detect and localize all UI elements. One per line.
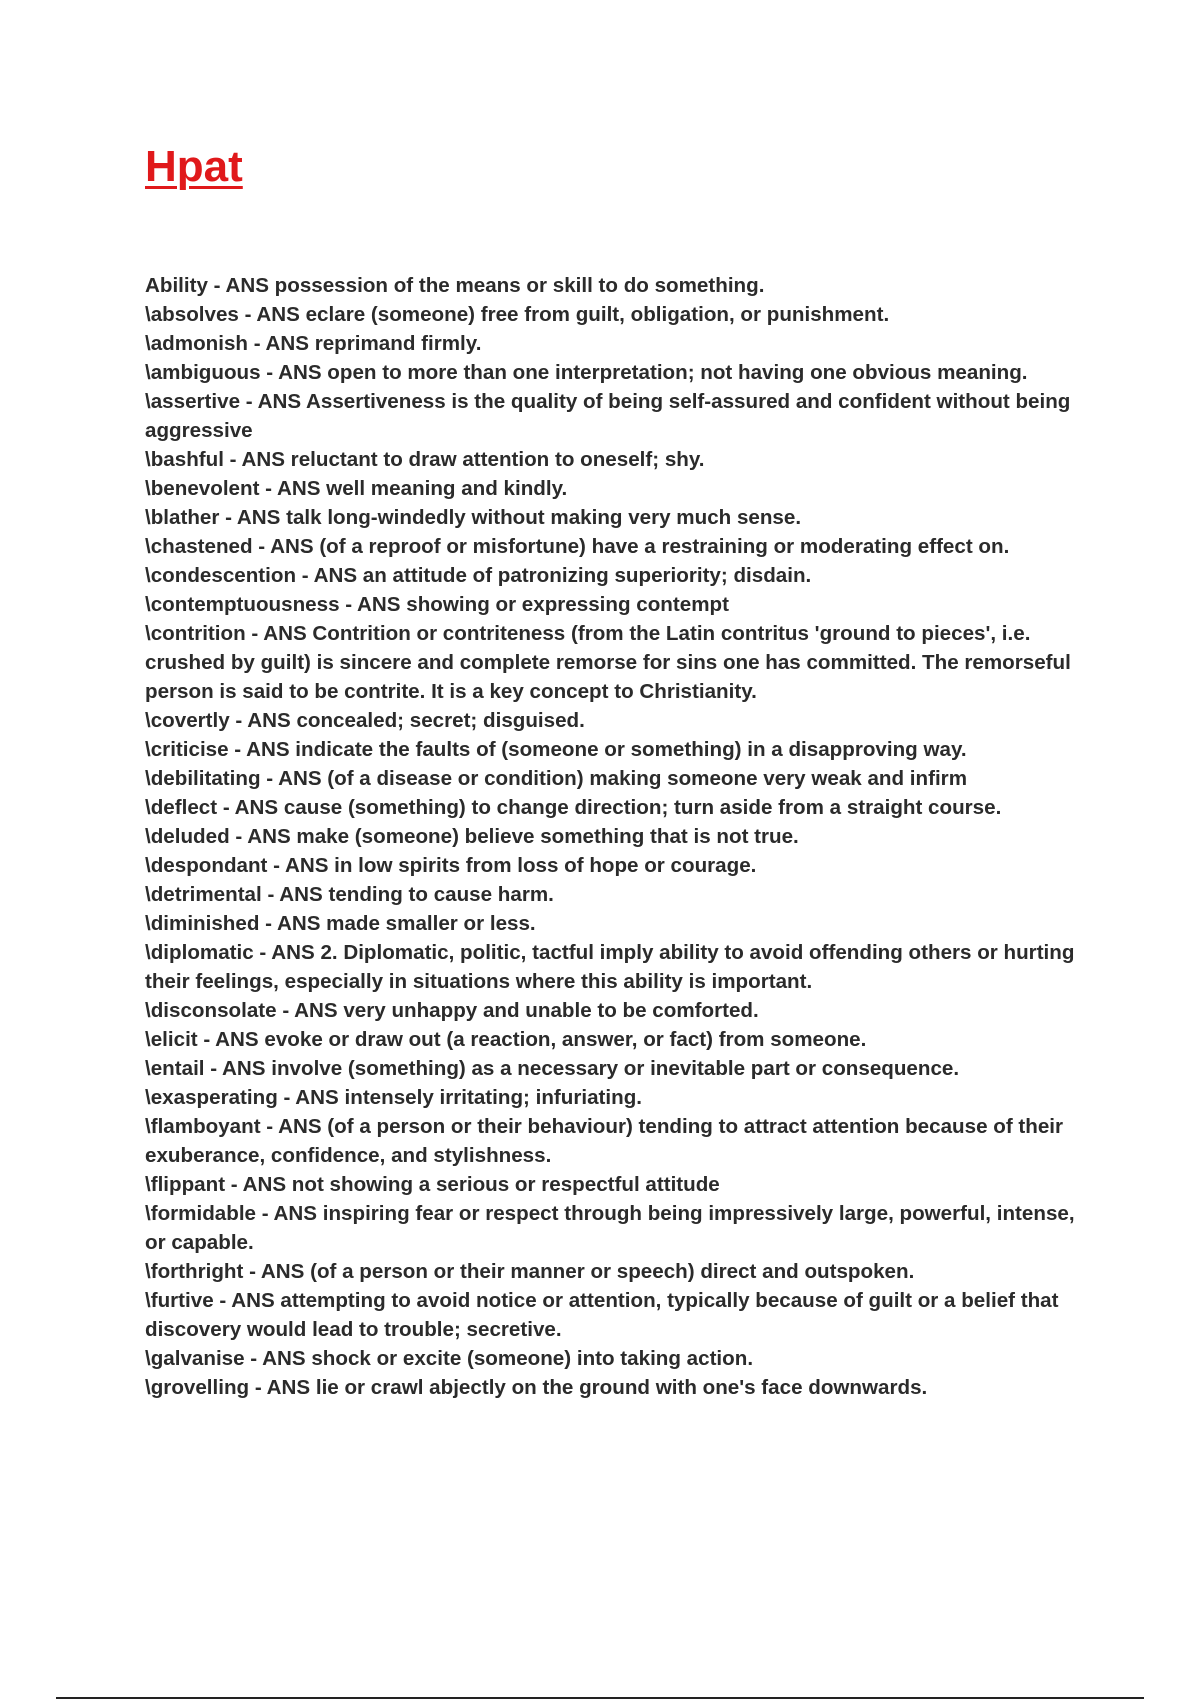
definition-entry: \grovelling - ANS lie or crawl abjectly on the ground with one's face downwards. — [145, 1376, 928, 1399]
definition-entry: \despondant - ANS in low spirits from loss of hope or courage. — [145, 854, 757, 877]
definition-entry: \forthright - ANS (of a person or their manner or speech) direct and outspoken. — [145, 1260, 915, 1283]
definition-entry: \furtive - ANS attempting to avoid notice or attention, typically because of guilt or a belief that discovery would lead to trouble; secretive. — [145, 1289, 1059, 1341]
definition-entry: \assertive - ANS Assertiveness is the quality of being self-assured and confident without being aggressive — [145, 390, 1071, 442]
definition-entry: \disconsolate - ANS very unhappy and unable to be comforted. — [145, 999, 759, 1022]
definition-entry: \exasperating - ANS intensely irritating; infuriating. — [145, 1086, 642, 1109]
definition-entry: \detrimental - ANS tending to cause harm. — [145, 883, 554, 906]
definition-list — [145, 271, 1090, 1402]
definition-entry: \entail - ANS involve (something) as a necessary or inevitable part or consequence. — [145, 1057, 960, 1080]
page-title: Hpat — [145, 142, 243, 191]
definition-entry: \benevolent - ANS well meaning and kindly. — [145, 477, 568, 500]
definition-entry: \criticise - ANS indicate the faults of (someone or something) in a disapproving way. — [145, 738, 967, 761]
page-bottom-divider — [56, 1697, 1144, 1699]
definition-entry: \covertly - ANS concealed; secret; disguised. — [145, 709, 585, 732]
definition-entry: \deflect - ANS cause (something) to change direction; turn aside from a straight course. — [145, 796, 1002, 819]
definition-entry: \condescention - ANS an attitude of patronizing superiority; disdain. — [145, 564, 812, 587]
definition-entry: \flamboyant - ANS (of a person or their behaviour) tending to attract attention because of their exuberance, confidence, and stylishness. — [145, 1115, 1064, 1167]
definition-entry: \absolves - ANS eclare (someone) free from guilt, obligation, or punishment. — [145, 303, 890, 326]
definition-entry: \contrition - ANS Contrition or contriteness (from the Latin contritus 'ground to pieces', i.e. crushed by guilt) is sincere and complete remorse for sins one has committed. The remorseful person is said to be contrite. It is a key concept to Christianity. — [145, 622, 1071, 703]
definition-entry: \formidable - ANS inspiring fear or respect through being impressively large, powerful, intense, or capable. — [145, 1202, 1075, 1254]
definition-entry: \ambiguous - ANS open to more than one interpretation; not having one obvious meaning. — [145, 361, 1028, 384]
definition-entry: \flippant - ANS not showing a serious or respectful attitude — [145, 1173, 720, 1196]
definition-entry: \contemptuousness - ANS showing or expressing contempt — [145, 593, 729, 616]
definition-entry: \galvanise - ANS shock or excite (someone) into taking action. — [145, 1347, 754, 1370]
definition-entry: \debilitating - ANS (of a disease or condition) making someone very weak and infirm — [145, 767, 968, 790]
definition-entry: \chastened - ANS (of a reproof or misfortune) have a restraining or moderating effect on. — [145, 535, 1010, 558]
definition-entry: \elicit - ANS evoke or draw out (a reaction, answer, or fact) from someone. — [145, 1028, 867, 1051]
definition-entry: Ability - ANS possession of the means or skill to do something. — [145, 274, 765, 297]
definition-entry: \deluded - ANS make (someone) believe something that is not true. — [145, 825, 799, 848]
definition-entry: \diminished - ANS made smaller or less. — [145, 912, 536, 935]
definition-entry: \diplomatic - ANS 2. Diplomatic, politic, tactful imply ability to avoid offending others or hurting their feelings, especially in situations where this ability is important. — [145, 941, 1075, 993]
definition-entry: \admonish - ANS reprimand firmly. — [145, 332, 482, 355]
definition-entry: \bashful - ANS reluctant to draw attention to oneself; shy. — [145, 448, 705, 471]
definition-entry: \blather - ANS talk long-windedly without making very much sense. — [145, 506, 802, 529]
